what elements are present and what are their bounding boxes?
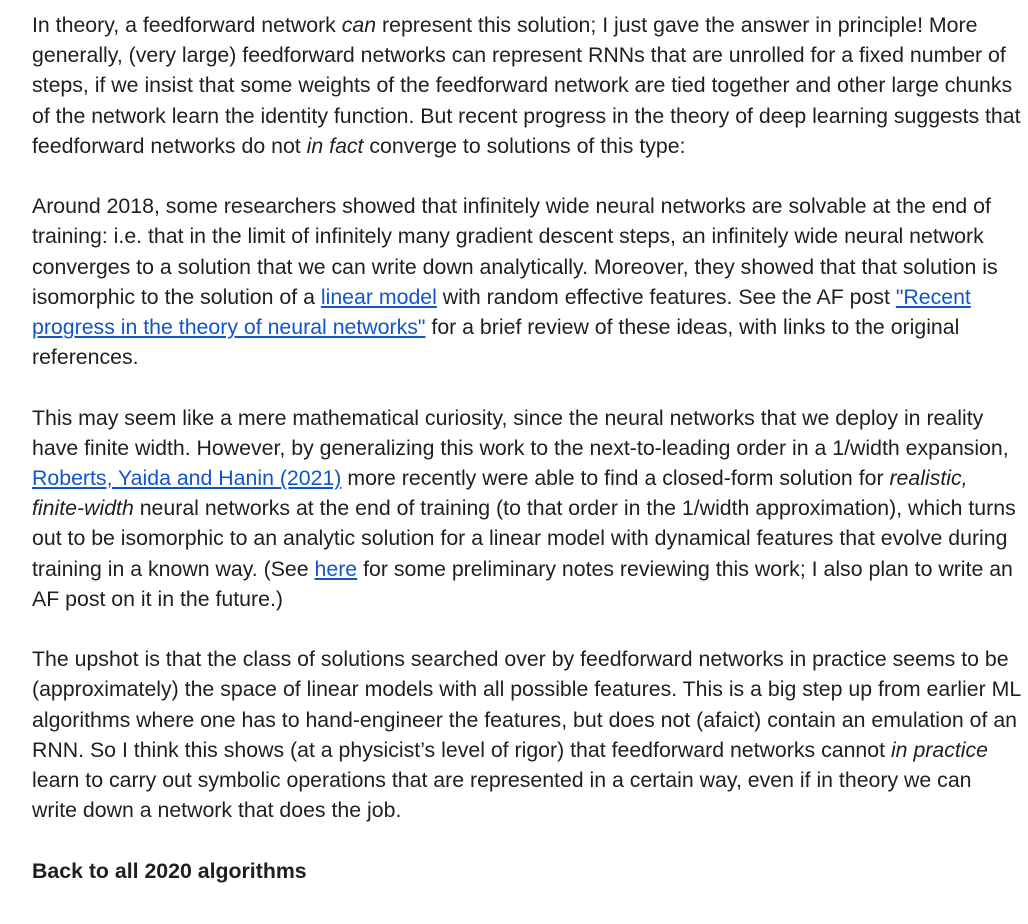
emphasis-in-fact: in fact: [306, 133, 364, 158]
link-here[interactable]: here: [314, 556, 358, 581]
link-recent-progress-post[interactable]: "Recent progress in the theory of neural networks": [32, 284, 971, 340]
text-segment: neural networks at the end of training (to that order in the 1/width approximation), which turns out to be isomorphic to an analytic solution for a linear model with dynamical features that evolve during training in a known way. (See: [32, 496, 1016, 581]
emphasis-in-practice: in practice: [890, 737, 989, 762]
text-segment: for a brief review of these ideas, with links to the original references.: [32, 315, 960, 370]
text-segment: with random effective features. See the AF post: [436, 284, 896, 309]
text-segment: In theory, a feedforward network: [32, 13, 342, 37]
text-segment: learn to carry out symbolic operations that are represented in a certain way, even if in theory we can write down a network that does the job.: [32, 768, 972, 823]
link-roberts-yaida-hanin[interactable]: Roberts, Yaida and Hanin (2021): [32, 466, 342, 491]
text-segment: The upshot is that the class of solutions searched over by feedforward networks in practice seems to be (approximately) the space of linear models with all possible features. This is a big step up from earlier ML algorithms where one has to hand-engineer the features, but does not (afaict) contain an emulation of an RNN. So I think this shows (at a physicist’s level of rigor) that feedforward networks cannot: [32, 647, 1021, 762]
paragraph-infinite-width: [32, 191, 1022, 372]
text-segment: for some preliminary notes reviewing this work; I also plan to write an AF post on it in the future.): [32, 556, 1013, 611]
emphasis-realistic-finite-width: realistic, finite-width: [32, 466, 968, 521]
paragraph-upshot: [32, 644, 1022, 825]
back-to-algorithms-link[interactable]: Back to all 2020 algorithms: [32, 858, 307, 883]
text-segment: more recently were able to find a closed-form solution for: [341, 466, 890, 491]
emphasis-can: can: [341, 13, 377, 37]
text-segment: represent this solution; I just gave the answer in principle! More generally, (very large) feedforward networks can represent RNNs that are unrolled for a fixed number of steps, if we insist that some weights of the feedforward network are tied together and other large chunks of the network learn the identity function. But recent progress in the theory of deep learning suggests that feedforward networks do not: [32, 13, 1021, 158]
text-segment: converge to solutions of this type:: [363, 133, 686, 158]
paragraph-feedforward-theory: [32, 10, 1022, 161]
paragraph-finite-width: [32, 403, 1022, 614]
article-body: [32, 0, 1022, 886]
text-segment: This may seem like a mere mathematical curiosity, since the neural networks that we deploy in reality have finite width. However, by generalizing this work to the next-to-leading order in a 1/width expansion,: [32, 405, 1009, 460]
text-segment: Around 2018, some researchers showed that infinitely wide neural networks are solvable at the end of training: i.e. that in the limit of infinitely many gradient descent steps, an infinitely wide neural network converges to a solution that we can write down analytically. Moreover, they showed that that solution is isomorphic to the solution of a: [32, 194, 998, 309]
link-linear-model[interactable]: linear model: [320, 284, 437, 309]
